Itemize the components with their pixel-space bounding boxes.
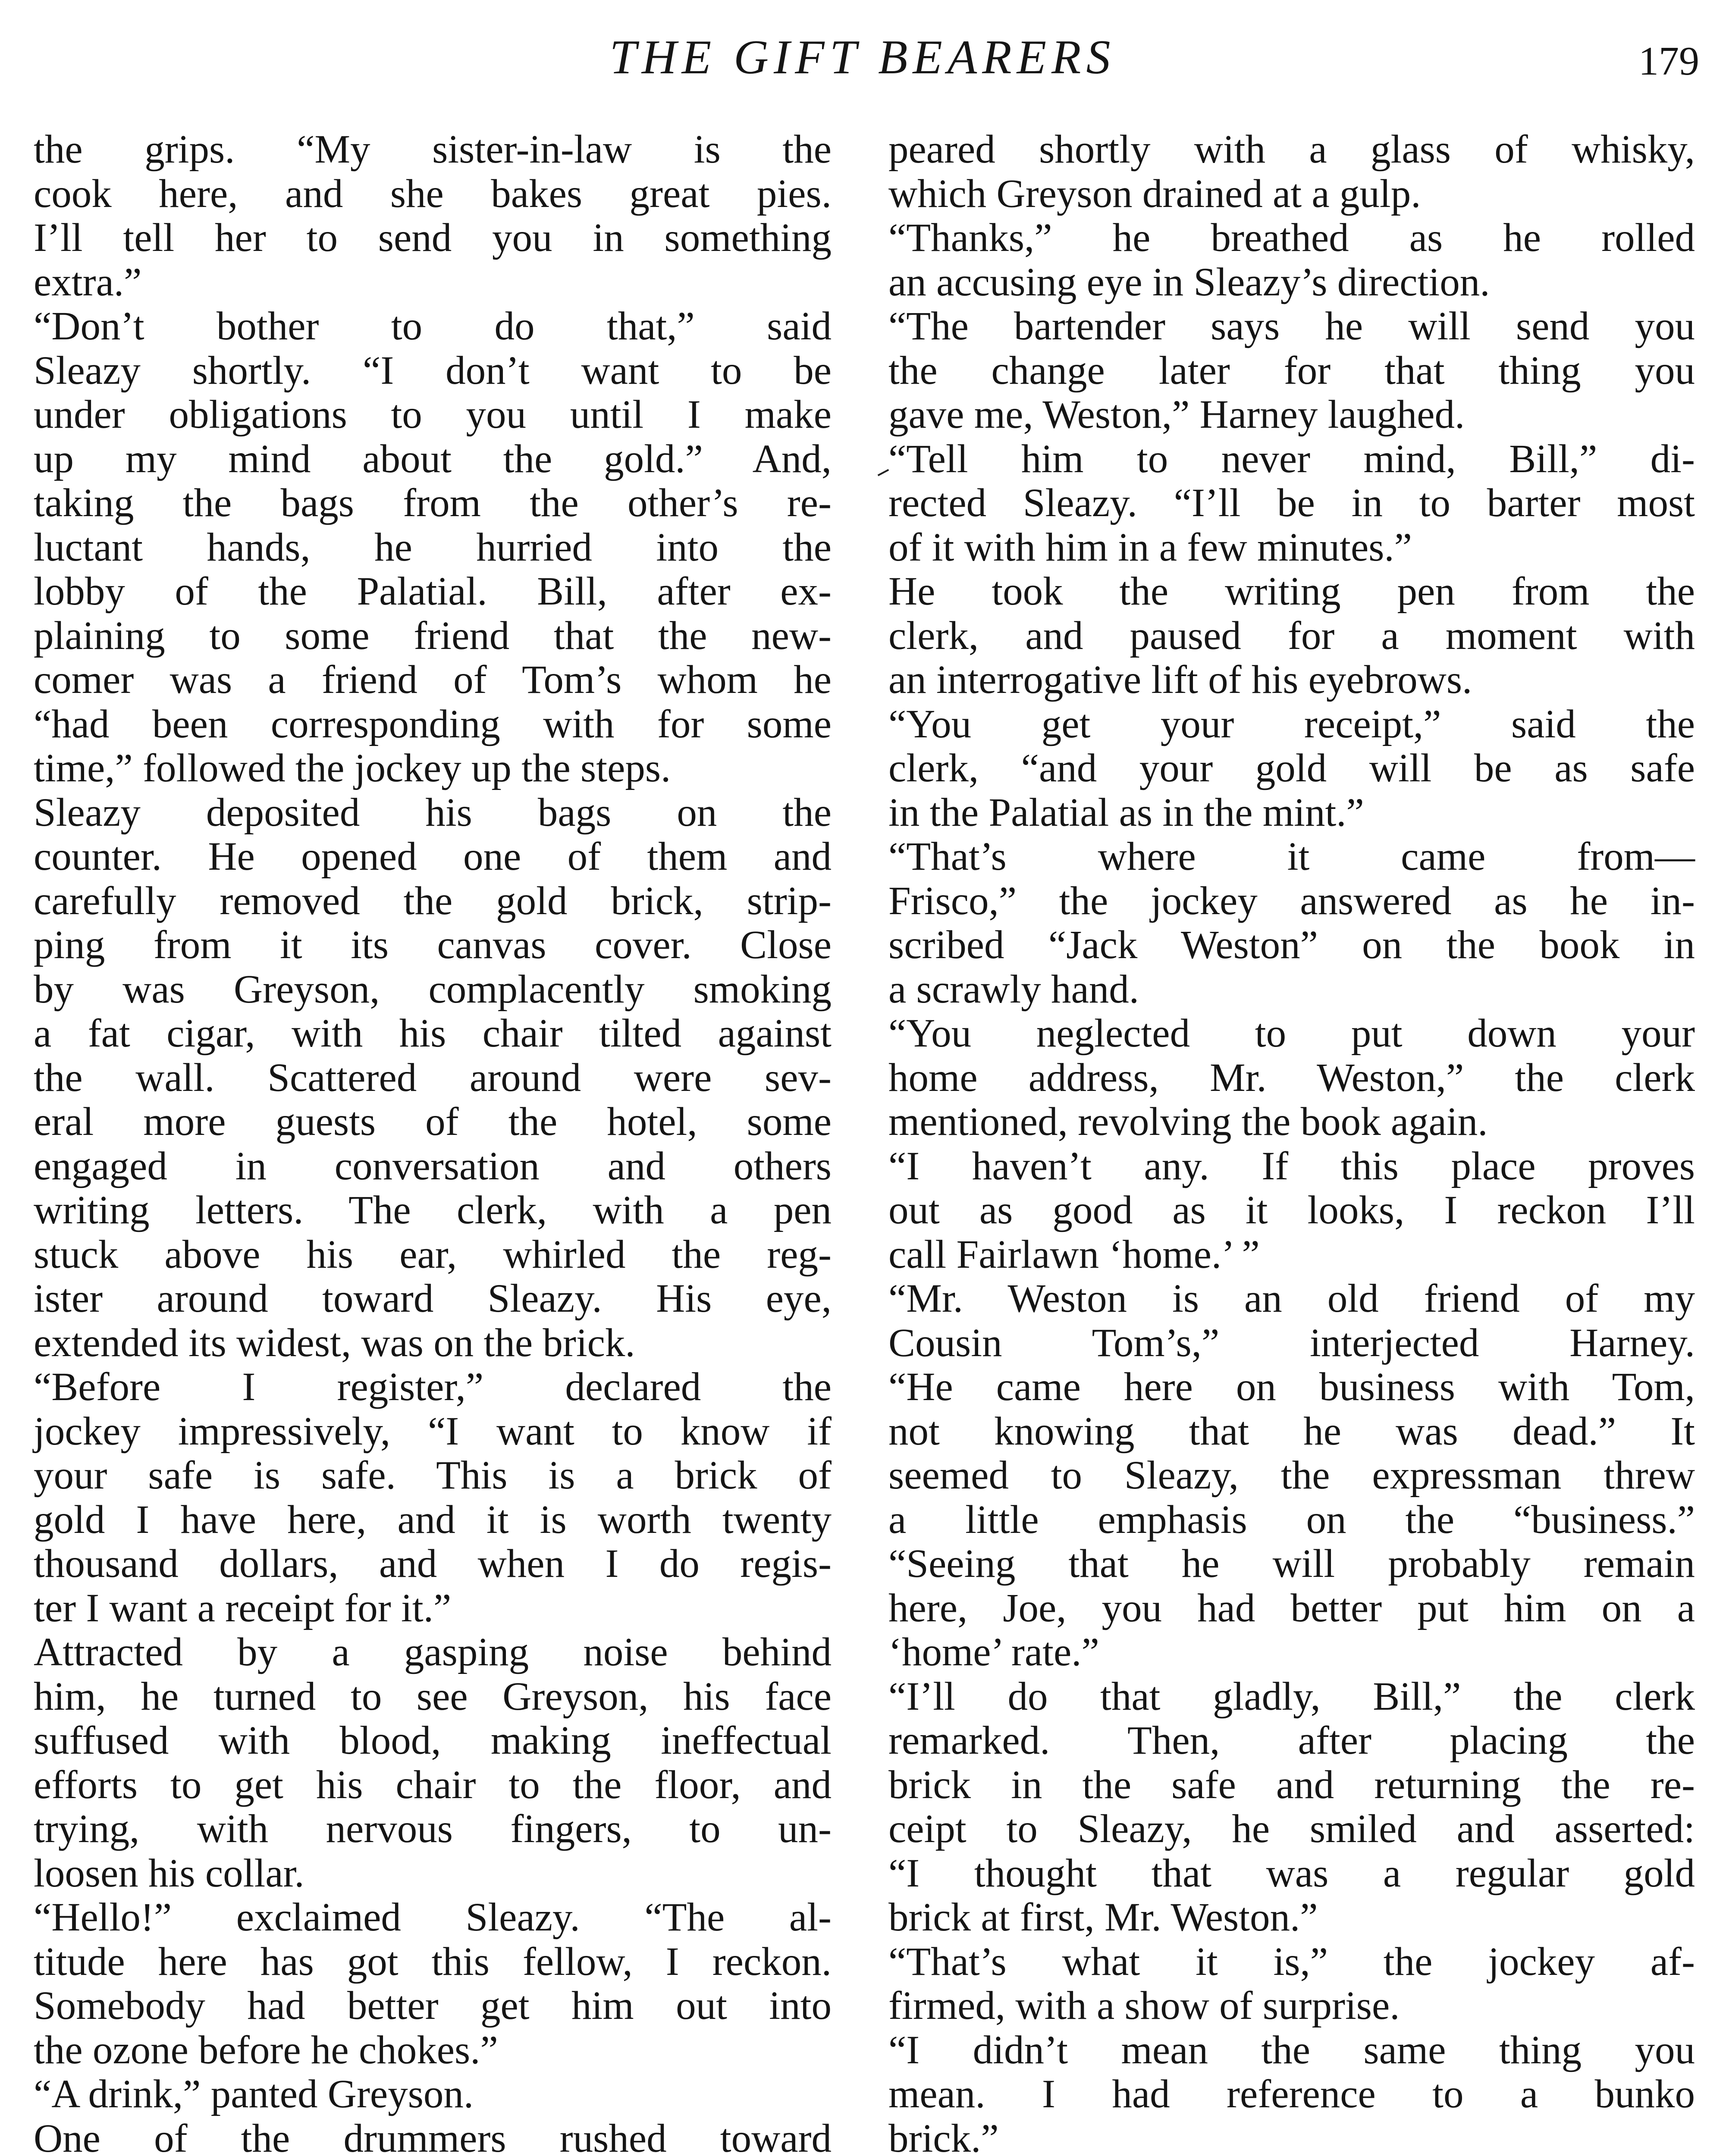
- paragraph: [888, 1277, 1695, 1675]
- text-line: “I thought that was a regular gold: [888, 1851, 1695, 1896]
- text-line: home address, Mr. Weston,” the clerk: [888, 1055, 1695, 1100]
- text-line: brick in the safe and returning the re-: [888, 1762, 1695, 1807]
- text-line: mean. I had reference to a bunko: [888, 2072, 1695, 2116]
- text-line: trying, with nervous fingers, to un-: [34, 1807, 832, 1851]
- paragraph: [34, 2117, 832, 2156]
- page-number: 179: [1638, 39, 1699, 84]
- paragraph: [888, 216, 1695, 304]
- text-line: suffused with blood, making ineffectual: [34, 1718, 832, 1763]
- text-line: eral more guests of the hotel, some: [34, 1100, 832, 1144]
- text-line: an interrogative lift of his eyebrows.: [888, 658, 1472, 702]
- text-line: ‘home’ rate.”: [888, 1630, 1099, 1674]
- text-line: in the Palatial as in the mint.”: [888, 790, 1364, 835]
- text-line: Sleazy deposited his bags on the: [34, 790, 832, 835]
- text-line: the grips. “My sister-in-law is the: [34, 127, 832, 172]
- paragraph: [34, 791, 832, 1366]
- text-line: brick.”: [888, 2116, 999, 2156]
- paragraph: [34, 1630, 832, 1896]
- text-line: engaged in conversation and others: [34, 1144, 832, 1188]
- text-line: comer was a friend of Tom’s whom he: [34, 658, 832, 702]
- text-line: the ozone before he chokes.”: [34, 2028, 498, 2072]
- text-line: carefully removed the gold brick, strip-: [34, 878, 832, 923]
- paragraph: [34, 304, 832, 791]
- text-line: jockey impressively, “I want to know if: [34, 1409, 832, 1454]
- text-line: Somebody had better get him out into: [34, 1984, 832, 2028]
- text-line: the wall. Scattered around were sev-: [34, 1055, 832, 1100]
- text-line: clerk, “and your gold will be as safe: [888, 746, 1695, 790]
- text-line: “Tell him to never mind, Bill,” di-: [888, 436, 1695, 481]
- text-line: titude here has got this fellow, I reckon.: [34, 1939, 832, 1984]
- text-line: by was Greyson, complacently smoking: [34, 967, 832, 1012]
- text-line: “Thanks,” he breathed as he rolled: [888, 216, 1695, 260]
- paragraph: [888, 128, 1695, 216]
- text-line: lobby of the Palatial. Bill, after ex-: [34, 569, 832, 614]
- text-line: extended its widest, was on the brick.: [34, 1320, 635, 1365]
- text-line: gold I have here, and it is worth twenty: [34, 1497, 832, 1542]
- text-line: plaining to some friend that the new-: [34, 613, 832, 658]
- text-line: “Mr. Weston is an old friend of my: [888, 1276, 1695, 1321]
- text-line: gave me, Weston,” Harney laughed.: [888, 392, 1465, 437]
- paragraph: [34, 2072, 832, 2117]
- text-line: him, he turned to see Greyson, his face: [34, 1674, 832, 1719]
- text-line: ping from it its canvas cover. Close: [34, 923, 832, 967]
- text-line: under obligations to you until I make: [34, 392, 832, 437]
- text-line: “Seeing that he will probably remain: [888, 1542, 1695, 1586]
- text-line: a little emphasis on the “business.”: [888, 1497, 1695, 1542]
- paragraph: [34, 1896, 832, 2072]
- text-line: an accusing eye in Sleazy’s direction.: [888, 260, 1490, 304]
- paragraph: [888, 702, 1695, 835]
- text-line: your safe is safe. This is a brick of: [34, 1453, 832, 1498]
- text-line: “A drink,” panted Greyson.: [34, 2072, 474, 2116]
- text-line: “Hello!” exclaimed Sleazy. “The al-: [34, 1895, 832, 1940]
- text-line: extra.”: [34, 260, 142, 304]
- text-line: of it with him in a few minutes.”: [888, 525, 1412, 570]
- text-line: loosen his collar.: [34, 1851, 304, 1896]
- paragraph: [888, 570, 1695, 702]
- text-line: cook here, and she bakes great pies.: [34, 171, 832, 216]
- text-line: peared shortly with a glass of whisky,: [888, 127, 1695, 172]
- text-line: not knowing that he was dead.” It: [888, 1409, 1695, 1454]
- text-line: “had been corresponding with for some: [34, 702, 832, 746]
- left-text-column: [34, 128, 832, 2156]
- text-line: One of the drummers rushed toward: [34, 2116, 832, 2156]
- text-line: “I’ll do that gladly, Bill,” the clerk: [888, 1674, 1695, 1719]
- text-line: luctant hands, he hurried into the: [34, 525, 832, 570]
- text-line: efforts to get his chair to the floor, and: [34, 1762, 832, 1807]
- text-line: I’ll tell her to send you in something: [34, 216, 832, 260]
- text-line: seemed to Sleazy, the expressman threw: [888, 1453, 1695, 1498]
- text-line: “He came here on business with Tom,: [888, 1365, 1695, 1409]
- stray-ink-mark: [878, 469, 889, 476]
- text-line: the change later for that thing you: [888, 348, 1695, 393]
- text-line: thousand dollars, and when I do regis-: [34, 1542, 832, 1586]
- text-line: rected Sleazy. “I’ll be in to barter most: [888, 481, 1695, 525]
- text-line: ter I want a receipt for it.”: [34, 1586, 452, 1630]
- right-text-column: [888, 128, 1695, 2156]
- paragraph: [888, 1940, 1695, 2028]
- paragraph: [888, 304, 1695, 437]
- text-line: which Greyson drained at a gulp.: [888, 171, 1421, 216]
- text-line: “That’s what it is,” the jockey af-: [888, 1939, 1695, 1984]
- text-line: call Fairlawn ‘home.’ ”: [888, 1232, 1260, 1277]
- text-line: scribed “Jack Weston” on the book in: [888, 923, 1695, 967]
- paragraph: [888, 1144, 1695, 1277]
- text-line: clerk, and paused for a moment with: [888, 613, 1695, 658]
- paragraph: [888, 2028, 1695, 2156]
- text-line: “I haven’t any. If this place proves: [888, 1144, 1695, 1188]
- text-line: mentioned, revolving the book again.: [888, 1100, 1488, 1144]
- text-line: Cousin Tom’s,” interjected Harney.: [888, 1320, 1695, 1365]
- text-line: writing letters. The clerk, with a pen: [34, 1188, 832, 1232]
- text-line: “You get your receipt,” said the: [888, 702, 1695, 746]
- text-line: a fat cigar, with his chair tilted against: [34, 1011, 832, 1056]
- text-line: brick at first, Mr. Weston.”: [888, 1895, 1318, 1940]
- paragraph: [888, 437, 1695, 570]
- paragraph: [34, 128, 832, 304]
- paragraph: [888, 835, 1695, 1012]
- text-line: out as good as it looks, I reckon I’ll: [888, 1188, 1695, 1232]
- text-line: time,” followed the jockey up the steps.: [34, 746, 671, 790]
- text-line: firmed, with a show of surprise.: [888, 1984, 1400, 2028]
- text-line: taking the bags from the other’s re-: [34, 481, 832, 525]
- text-line: “You neglected to put down your: [888, 1011, 1695, 1056]
- text-line: ceipt to Sleazy, he smiled and asserted:: [888, 1807, 1695, 1851]
- text-line: “That’s where it came from—: [888, 834, 1695, 879]
- running-title: THE GIFT BEARERS: [609, 31, 1116, 84]
- text-line: “The bartender says he will send you: [888, 304, 1695, 348]
- paragraph: [888, 1012, 1695, 1144]
- text-line: “Before I register,” declared the: [34, 1365, 832, 1409]
- text-line: “I didn’t mean the same thing you: [888, 2028, 1695, 2072]
- text-line: remarked. Then, after placing the: [888, 1718, 1695, 1763]
- text-line: up my mind about the gold.” And,: [34, 436, 832, 481]
- text-line: Frisco,” the jockey answered as he in-: [888, 878, 1695, 923]
- text-line: Sleazy shortly. “I don’t want to be: [34, 348, 832, 393]
- text-line: Attracted by a gasping noise behind: [34, 1630, 832, 1674]
- text-line: “Don’t bother to do that,” said: [34, 304, 832, 348]
- paragraph: [34, 1365, 832, 1630]
- text-line: ister around toward Sleazy. His eye,: [34, 1276, 832, 1321]
- text-line: counter. He opened one of them and: [34, 834, 832, 879]
- paragraph: [888, 1675, 1695, 1940]
- text-line: stuck above his ear, whirled the reg-: [34, 1232, 832, 1277]
- page-header: [0, 25, 1726, 103]
- text-line: He took the writing pen from the: [888, 569, 1695, 614]
- text-line: here, Joe, you had better put him on a: [888, 1586, 1695, 1630]
- text-line: a scrawly hand.: [888, 967, 1139, 1012]
